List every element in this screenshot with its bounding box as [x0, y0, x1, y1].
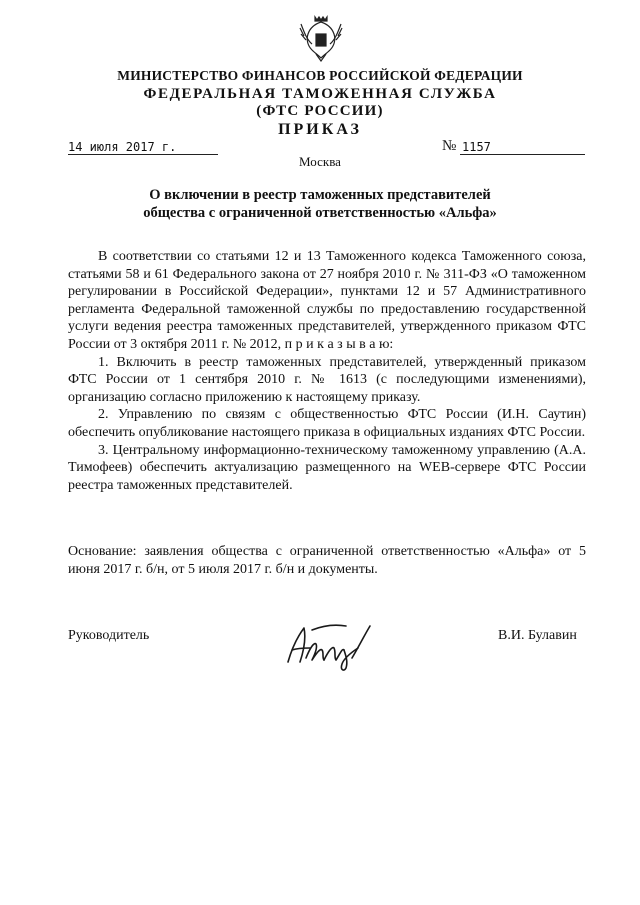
- signatory-title: Руководитель: [68, 628, 150, 643]
- order-title: [0, 186, 640, 222]
- handwritten-signature-icon: [282, 618, 378, 674]
- order-number-field: [460, 140, 585, 155]
- order-title-line-2: общества с ограниченной ответственностью «Альфа»: [143, 205, 497, 221]
- document-type: ПРИКАЗ: [278, 121, 362, 138]
- order-number: 1157: [462, 140, 491, 154]
- order-title-line-1: О включении в реестр таможенных представителей: [149, 187, 491, 203]
- order-date-field: [68, 140, 218, 155]
- preamble-paragraph: В соответствии со статьями 12 и 13 Таможенного кодекса Таможенного союза, статьями 58 и 61 Федерального закона от 27 ноября 2010 г. № 311-ФЗ «О таможенном регулировании в Российской Федерации», пунктами 12 и 57 Административного регламента Федеральной таможенной службы по предоставлению государственной услуги ведения реестра таможенных представителей, утвержденного приказом ФТС России от 3 октября 2011 г. № 2012, п р и к а з ы в а ю:: [68, 249, 586, 352]
- order-date: 14 июля 2017 г.: [68, 140, 177, 154]
- coat-of-arms-icon: [298, 14, 344, 62]
- service-abbreviation: (ФТС РОССИИ): [256, 103, 384, 119]
- service-name: ФЕДЕРАЛЬНАЯ ТАМОЖЕННАЯ СЛУЖБА: [143, 86, 497, 102]
- number-sign: №: [442, 138, 457, 154]
- basis-paragraph: Основание: заявления общества с ограниченной ответственностью «Альфа» от 5 июня 2017 г. б/н, от 5 июля 2017 г. б/н и документы.: [68, 544, 586, 577]
- ministry-name: МИНИСТЕРСТВО ФИНАНСОВ РОССИЙСКОЙ ФЕДЕРАЦИИ: [117, 68, 523, 83]
- order-item-2: 2. Управлению по связям с общественностью ФТС России (И.Н. Саутин) обеспечить опубликование настоящего приказа в официальных изданиях ФТС России.: [68, 407, 586, 440]
- order-item-1: 1. Включить в реестр таможенных представителей, утвержденный приказом ФТС России от 1 сентября 2010 г. № 1613 (с последующими изменениями), организацию согласно приложению к настоящему приказу.: [68, 354, 586, 405]
- order-body: [68, 248, 586, 494]
- city: Москва: [299, 154, 341, 169]
- signatory-name: В.И. Булавин: [498, 628, 577, 643]
- order-item-3: 3. Центральному информационно-техническому таможенному управлению (А.А. Тимофеев) обеспечить актуализацию размещенного на WEB-сервере ФТС России реестра таможенных представителей.: [68, 442, 586, 493]
